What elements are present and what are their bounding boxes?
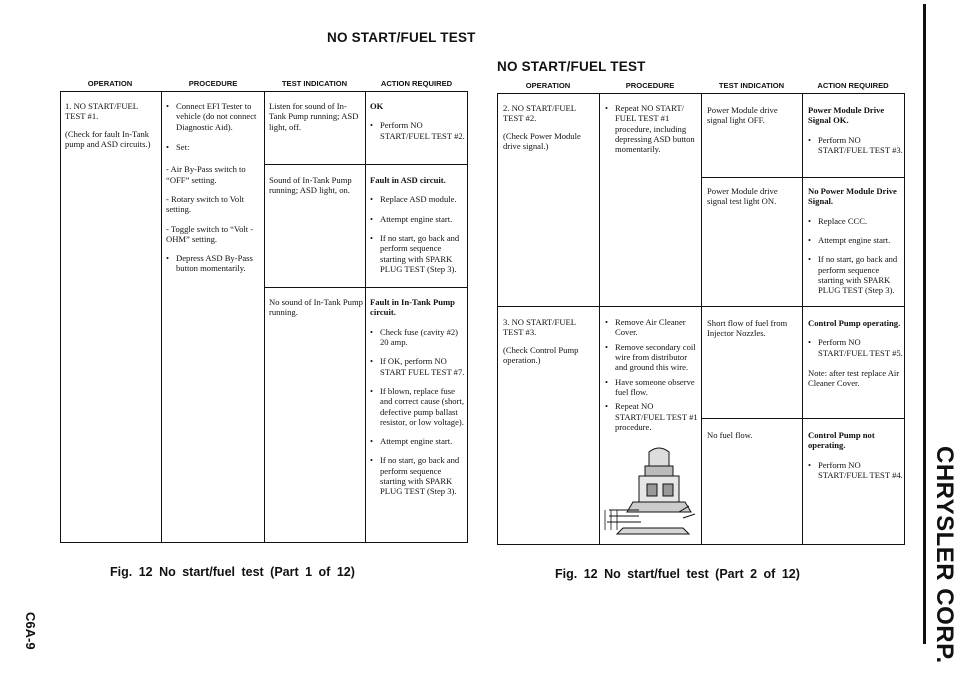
part1-operation: 1. NO START/FUEL TEST #1. (Check for fault In-Tank pump and ASD circuits.) xyxy=(65,101,151,149)
part2-step3-row1-indication: Short flow of fuel from Injector Nozzles. xyxy=(707,318,788,339)
page-number: C6A-9 xyxy=(23,612,38,650)
caption-part2: Fig. 12 No start/fuel test (Part 2 of 12) xyxy=(555,567,800,581)
title-left: NO START/FUEL TEST xyxy=(327,30,476,45)
right-rule xyxy=(923,4,926,644)
col-head-action-required-2: ACTION REQUIRED xyxy=(817,81,889,90)
part1-procedure: • Connect EFI Tester to vehicle (do not connect Diagnostic Aid). • Set: - Air By-Pass switch to “OFF” setting. - Rotary switch to Volt setting. - Toggle switch to “Volt - OHM” setting. • Depress ASD By-Pass button momentarily. xyxy=(166,101,262,281)
part2-step2-procedure: • Repeat NO START/ FUEL TEST #1 procedure, including depressing ASD button momentarily. xyxy=(605,103,699,162)
throttle-body-illustration xyxy=(603,440,699,540)
part2-step2-row2-action: No Power Module Drive Signal. • Replace CCC. • Attempt engine start. • If no start, go back and perform sequence starting with SPARK PLUG TEST (Step 3). xyxy=(808,186,904,303)
title-right: NO START/FUEL TEST xyxy=(497,59,646,74)
col-head-procedure-2: PROCEDURE xyxy=(625,81,675,90)
part1-row3-action: Fault in In-Tank Pump circuit. • Check fuse (cavity #2) 20 amp. • If OK, perform NO START FUEL TEST #7. • If blown, replace fuse and correct cause (short, defective pump ballast resistor, or low voltage). • Attempt engine start. • If no start, go back and perform sequence starting with SPARK PLUG TEST (Step 3). xyxy=(370,297,466,504)
part1-row1-action: OK • Perform NO START/FUEL TEST #2. xyxy=(370,101,466,148)
col-head-test-indication: TEST INDICATION xyxy=(281,79,348,88)
part2-step3-row2-action: Control Pump not operating. • Perform NO START/FUEL TEST #4. xyxy=(808,430,904,487)
col-head-operation-2: OPERATION xyxy=(525,81,571,90)
part1-row2-action: Fault in ASD circuit. • Replace ASD module. • Attempt engine start. • If no start, go back and perform sequence starting with SPARK PLUG TEST (Step 3). xyxy=(370,175,466,281)
part1-row2-indication: Sound of In-Tank Pump running; ASD light, on. xyxy=(269,175,352,196)
part2-step2-row1-indication: Power Module drive signal light OFF. xyxy=(707,105,778,126)
part2-step3-row1-action: Control Pump operating. • Perform NO START/FUEL TEST #5. Note: after test replace Air Cleaner Cover. xyxy=(808,318,904,396)
col-head-procedure: PROCEDURE xyxy=(188,79,238,88)
part2-step3-operation: 3. NO START/FUEL TEST #3. (Check Control Pump operation.) xyxy=(503,317,579,365)
caption-part1: Fig. 12 No start/fuel test (Part 1 of 12) xyxy=(110,565,355,579)
part2-step2-operation: 2. NO START/FUEL TEST #2. (Check Power Module drive signal.) xyxy=(503,103,581,151)
brand-text: CHRYSLER CORP. xyxy=(931,446,958,664)
col-head-test-indication-2: TEST INDICATION xyxy=(718,81,785,90)
col-head-operation: OPERATION xyxy=(87,79,133,88)
part2-step2-row2-indication: Power Module drive signal test light ON. xyxy=(707,186,778,207)
part2-step3-procedure: • Remove Air Cleaner Cover. • Remove secondary coil wire from distributor and ground this wire. • Have someone observe fuel flow. • Repeat NO START/FUEL TEST #1 procedure. xyxy=(605,317,699,439)
col-head-action-required: ACTION REQUIRED xyxy=(380,79,453,88)
part2-step2-row1-action: Power Module Drive Signal OK. • Perform NO START/FUEL TEST #3. xyxy=(808,105,904,162)
part1-row3-indication: No sound of In-Tank Pump running. xyxy=(269,297,363,318)
part1-row1-indication: Listen for sound of In-Tank Pump running; ASD light, off. xyxy=(269,101,359,132)
part2-step3-row2-indication: No fuel flow. xyxy=(707,430,753,440)
